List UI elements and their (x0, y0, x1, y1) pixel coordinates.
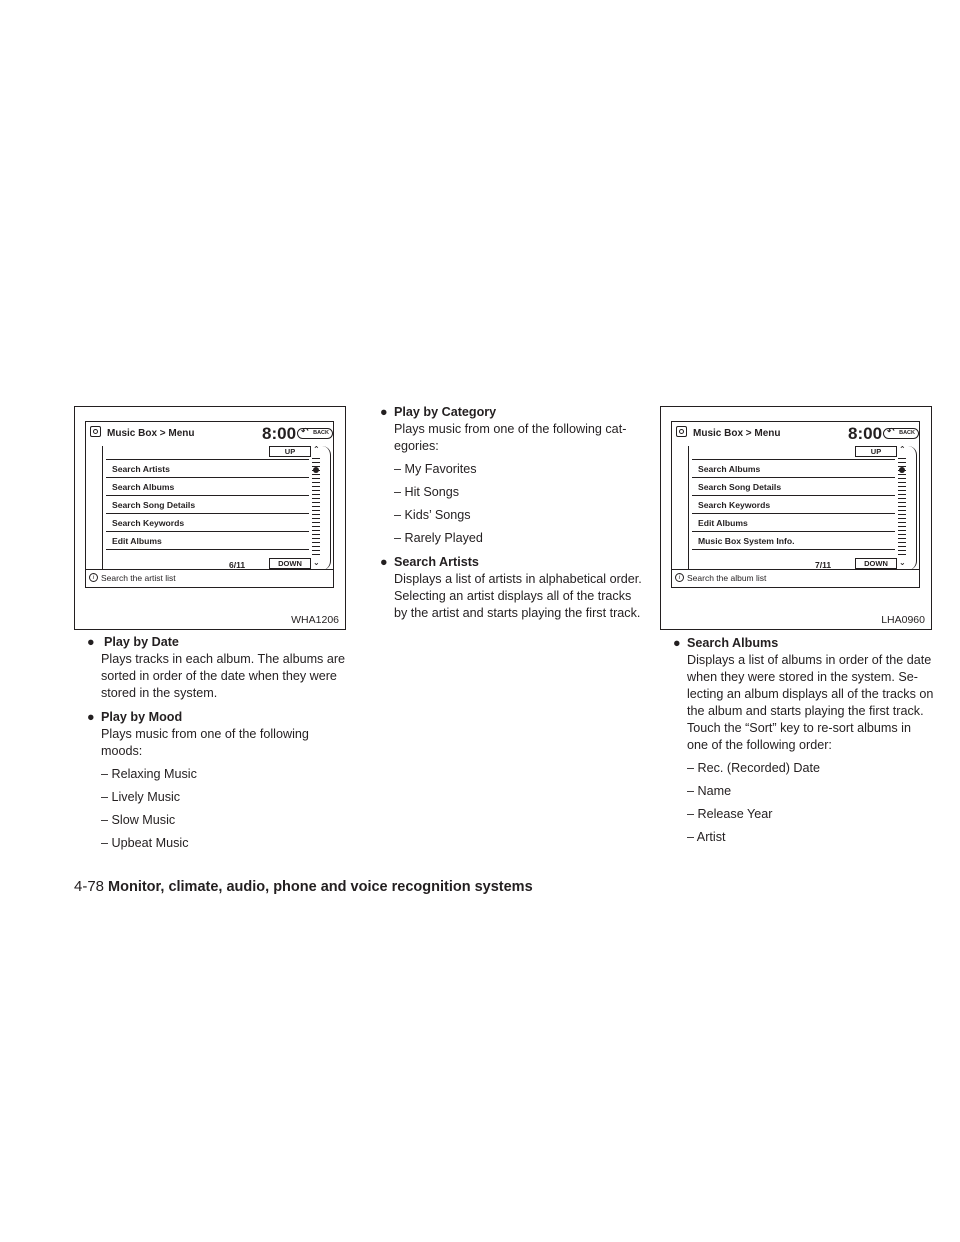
menu-item-system-info[interactable]: Music Box System Info. (692, 532, 895, 550)
bullet-icon: ● (380, 405, 388, 419)
figure-music-box-menu-artists (74, 406, 346, 630)
back-button[interactable]: ↶ BACK (297, 428, 333, 439)
screen (85, 421, 334, 588)
menu-list (106, 459, 309, 550)
page-number: 4-78 (74, 878, 105, 895)
menu-item-search-song-details[interactable]: Search Song Details (692, 478, 895, 496)
bullet-icon: ● (87, 635, 95, 649)
search-albums-sort-text: Touch the “Sort” key to re-sort albums in one of the following order: (687, 721, 911, 752)
play-by-mood-text: Plays music from one of the following moods: (101, 727, 309, 758)
up-button[interactable]: UP (269, 446, 311, 457)
music-box-icon (90, 426, 101, 437)
status-text: Search the album list (687, 573, 767, 583)
list-item: – Kids’ Songs (394, 508, 471, 522)
menu-item-edit-albums[interactable]: Edit Albums (692, 514, 895, 532)
section-title-search-albums: ● Search Albums (673, 636, 779, 650)
info-icon: i (89, 573, 98, 582)
play-by-date-text: Plays tracks in each album. The albums are sorted in order of the date when they were stored in the system. (101, 652, 346, 700)
double-chevron-up-icon: ⌃ (899, 445, 906, 454)
section-title-search-artists: ● Search Artists (380, 555, 479, 569)
bullet-icon: ● (673, 636, 681, 650)
list-item: – My Favorites (394, 462, 477, 476)
list-item: – Relaxing Music (101, 767, 197, 781)
list-item: – Rarely Played (394, 531, 483, 545)
bullet-icon: ● (380, 555, 388, 569)
search-albums-text: Displays a list of albums in order of the date when they were stored in the system. Se-lecting an album displays all of the tracks on the album and starts playing the first track. (687, 653, 934, 718)
screen-header (672, 422, 919, 444)
page-indicator: 7/11 (815, 560, 832, 570)
menu-list (692, 459, 895, 550)
menu-item-search-albums[interactable]: Search Albums (106, 478, 309, 496)
list-item: – Artist (687, 830, 726, 844)
menu-item-search-song-details[interactable]: Search Song Details (106, 496, 309, 514)
status-text: Search the artist list (101, 573, 176, 583)
section-title-play-by-mood: ● Play by Mood (87, 710, 183, 724)
column-3 (673, 635, 935, 846)
column-1 (87, 634, 347, 852)
clock: 8:00 (848, 424, 883, 443)
info-icon: i (675, 573, 684, 582)
status-bar (86, 569, 333, 587)
scrollbar-thumb[interactable] (313, 467, 319, 473)
list-item: – Rec. (Recorded) Date (687, 761, 820, 775)
menu-item-search-keywords[interactable]: Search Keywords (106, 514, 309, 532)
right-rail (908, 446, 917, 570)
search-artists-text: Displays a list of artists in alphabetical order. Selecting an artist displays all of the tracks by the artist and starts playing the first track. (394, 572, 642, 620)
double-chevron-up-icon: ⌃ (313, 445, 320, 454)
column-2 (380, 404, 642, 622)
page-footer (74, 878, 533, 895)
down-button[interactable]: DOWN (855, 558, 897, 569)
menu-item-edit-albums[interactable]: Edit Albums (106, 532, 309, 550)
screen-header (86, 422, 333, 444)
list-item: – Name (687, 784, 732, 798)
play-by-category-text: Plays music from one of the following cat-egories: (394, 422, 627, 453)
section-play-by-mood (87, 709, 347, 852)
figure-music-box-menu-albums (660, 406, 932, 630)
double-chevron-down-icon: ⌄ (899, 558, 906, 567)
screen-title: Music Box > Menu (107, 428, 195, 439)
right-rail (322, 446, 331, 570)
section-title-play-by-date: ● Play by Date (87, 635, 179, 649)
left-rail (88, 446, 103, 570)
list-item: – Release Year (687, 807, 773, 821)
back-button[interactable]: ↶ BACK (883, 428, 919, 439)
double-chevron-down-icon: ⌄ (313, 558, 320, 567)
list-item: – Upbeat Music (101, 836, 189, 850)
left-rail (674, 446, 689, 570)
down-button[interactable]: DOWN (269, 558, 311, 569)
section-name: Monitor, climate, audio, phone and voice recognition systems (108, 879, 533, 895)
clock: 8:00 (262, 424, 297, 443)
figure-code: WHA1206 (291, 614, 339, 626)
screen-title: Music Box > Menu (693, 428, 781, 439)
menu-item-search-albums[interactable]: Search Albums (692, 460, 895, 478)
menu-item-search-keywords[interactable]: Search Keywords (692, 496, 895, 514)
list-item: – Lively Music (101, 790, 181, 804)
screen (671, 421, 920, 588)
menu-item-search-artists[interactable]: Search Artists (106, 460, 309, 478)
list-item: – Hit Songs (394, 485, 460, 499)
figure-code: LHA0960 (881, 614, 925, 626)
bullet-icon: ● (87, 710, 95, 724)
status-bar (672, 569, 919, 587)
music-box-icon (676, 426, 687, 437)
section-title-play-by-category: ● Play by Category (380, 405, 497, 419)
page-indicator: 6/11 (229, 560, 246, 570)
scrollbar-thumb[interactable] (899, 467, 905, 473)
list-item: – Slow Music (101, 813, 176, 827)
up-button[interactable]: UP (855, 446, 897, 457)
section-search-artists (380, 554, 642, 622)
